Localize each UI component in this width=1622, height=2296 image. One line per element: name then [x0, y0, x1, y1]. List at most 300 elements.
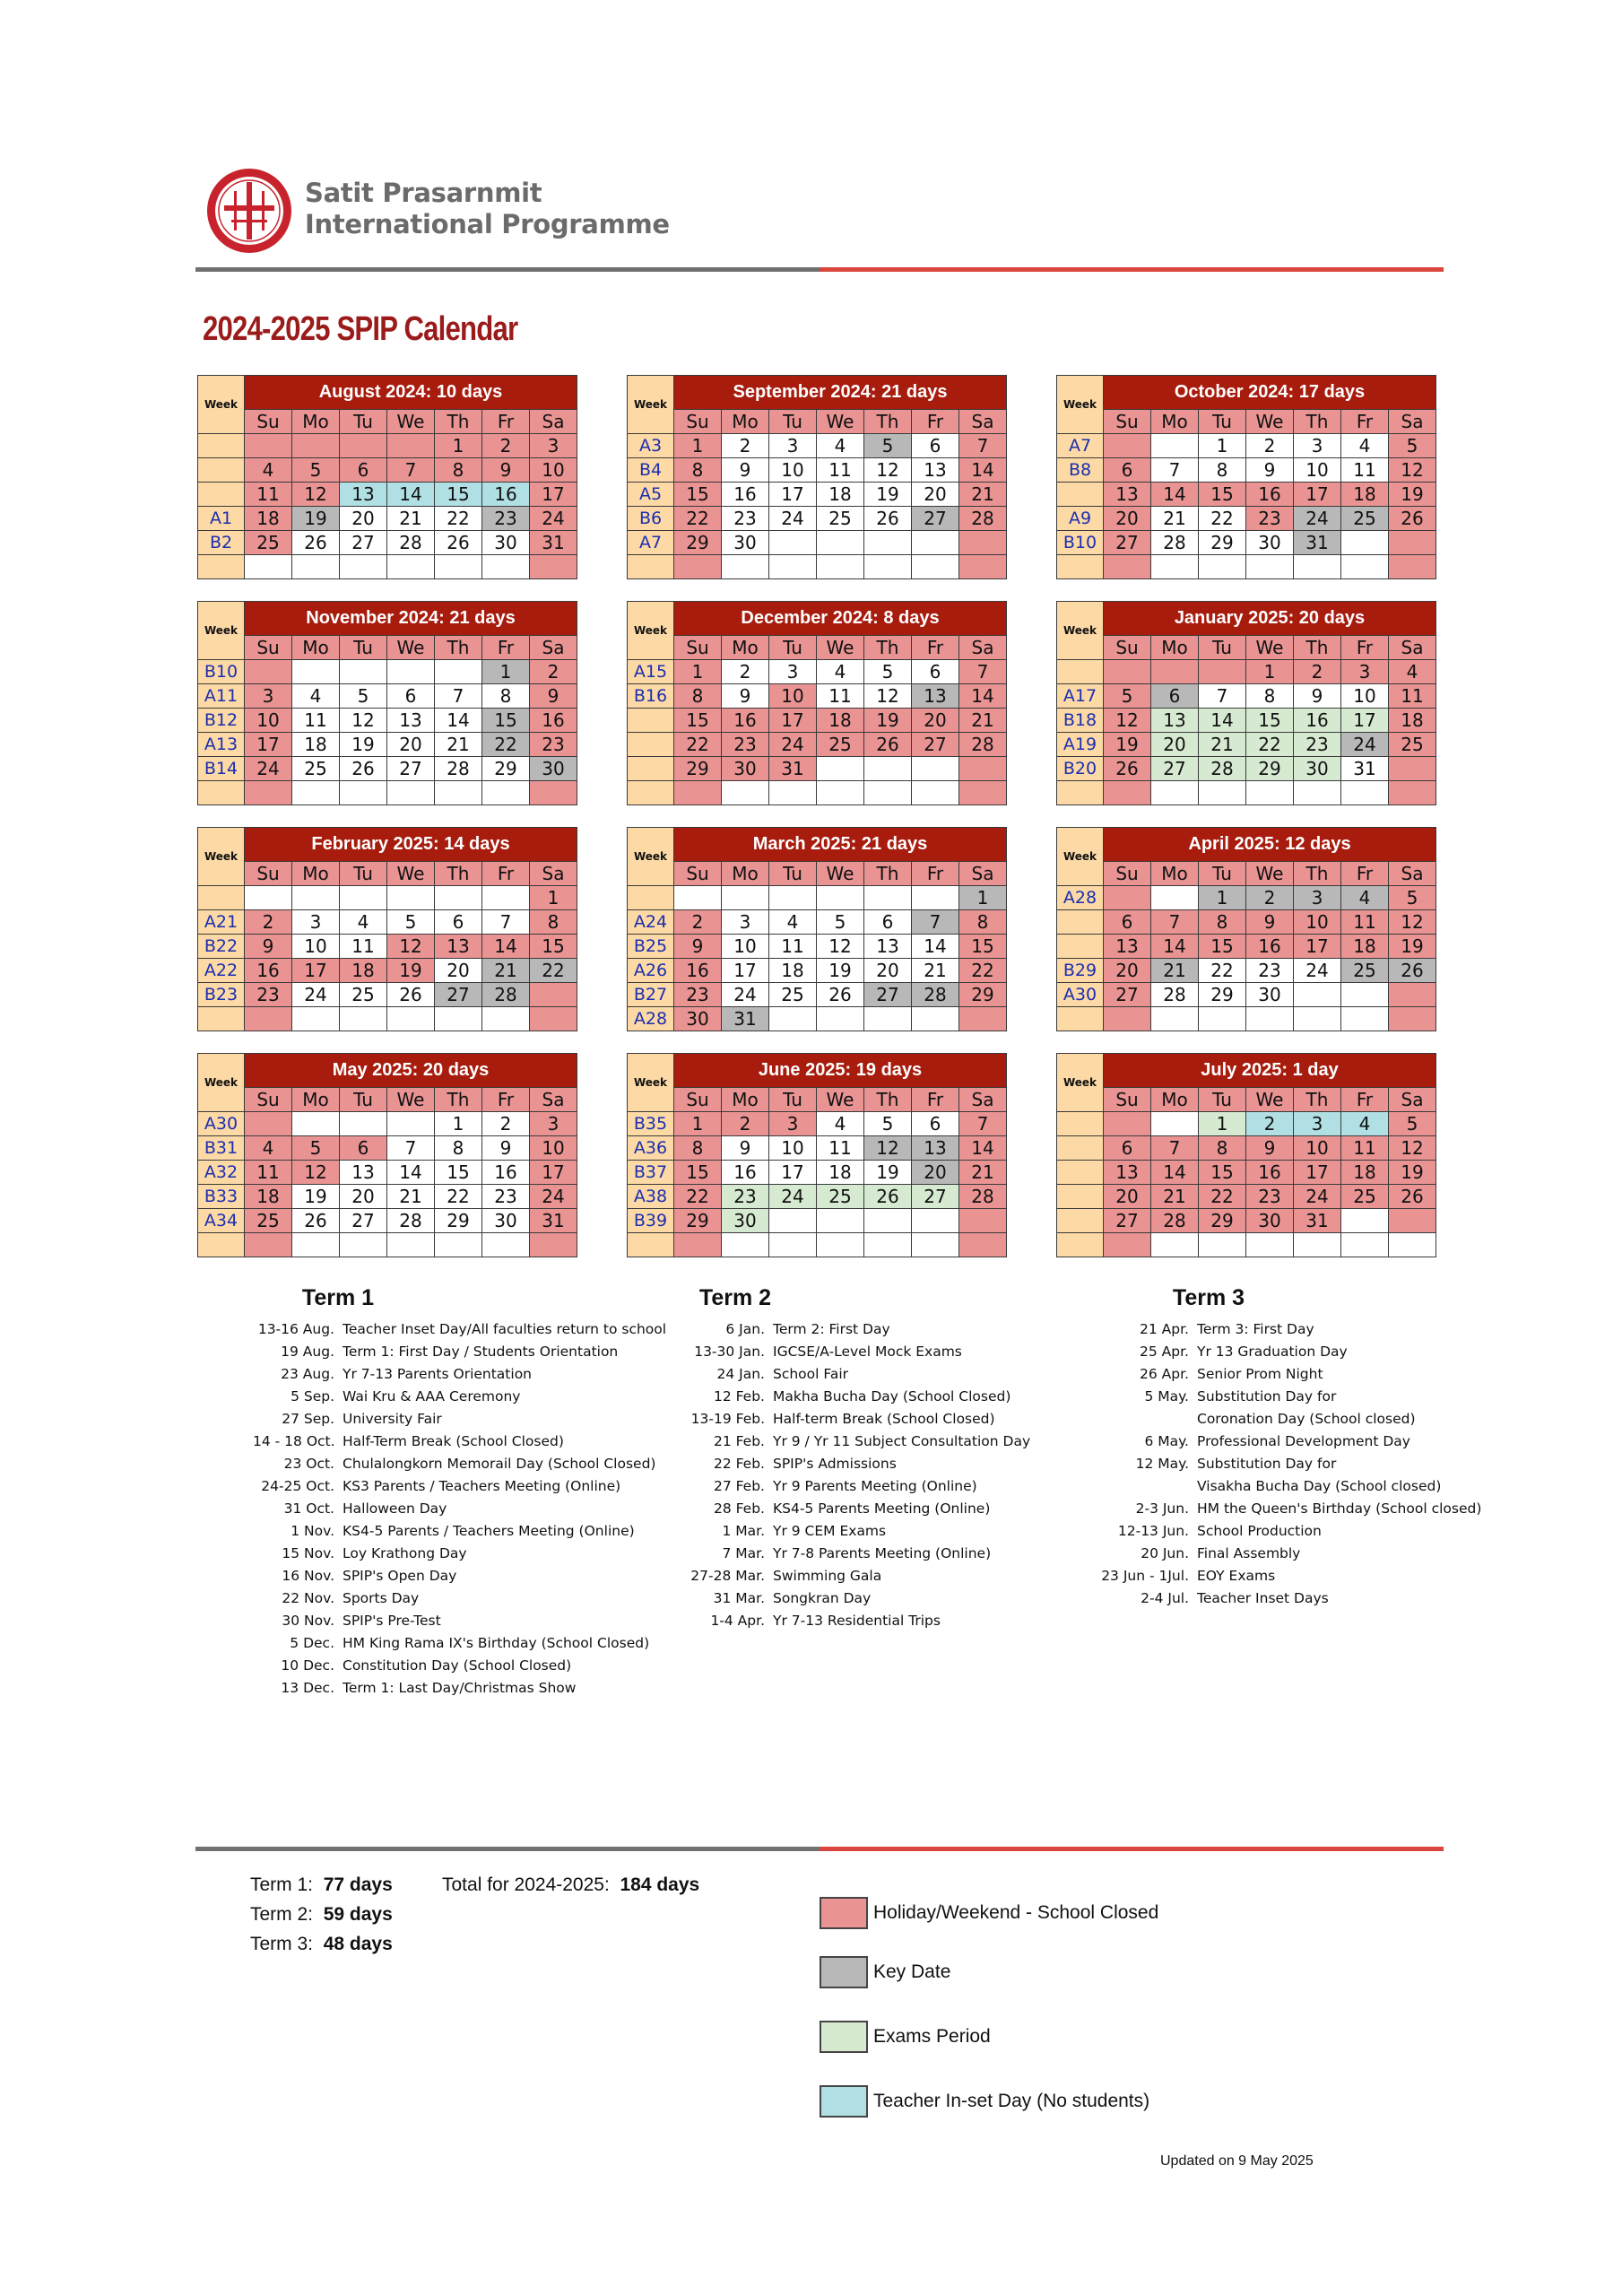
day-name: Th [435, 636, 482, 660]
day-cell [864, 886, 912, 910]
day-cell: 24 [769, 507, 817, 531]
day-cell [817, 1007, 864, 1031]
day-cell [864, 781, 912, 805]
day-cell: 3 [1294, 434, 1341, 458]
day-cell [1151, 1112, 1199, 1136]
week-code [1057, 1112, 1104, 1136]
day-cell [817, 1209, 864, 1233]
day-cell [912, 555, 959, 579]
week-code [198, 555, 245, 579]
day-cell: 10 [292, 935, 340, 959]
day-cell [482, 1007, 530, 1031]
week-header: Week [1057, 828, 1104, 886]
day-cell: 14 [959, 1136, 1007, 1161]
month-calendar [1056, 1053, 1436, 1257]
day-cell [1199, 781, 1246, 805]
day-cell [292, 781, 340, 805]
footer-divider [195, 1847, 1444, 1851]
week-code: B37 [628, 1161, 674, 1185]
week-code [628, 781, 674, 805]
day-cell [435, 660, 482, 684]
day-cell: 15 [435, 483, 482, 507]
day-cell [864, 1209, 912, 1233]
day-cell: 4 [1341, 886, 1389, 910]
week-code: B31 [198, 1136, 245, 1161]
event-row [690, 1543, 1049, 1565]
event-row [1101, 1587, 1496, 1610]
day-cell [387, 1007, 435, 1031]
day-name: Sa [959, 636, 1007, 660]
day-cell: 7 [387, 1136, 435, 1161]
day-cell: 29 [435, 1209, 482, 1233]
day-cell: 10 [769, 684, 817, 709]
event-date: 1 Mar. [722, 1523, 765, 1539]
week-code [1057, 910, 1104, 935]
day-cell: 26 [387, 983, 435, 1007]
day-cell: 18 [769, 959, 817, 983]
week-code: B2 [198, 531, 245, 555]
day-cell: 27 [912, 507, 959, 531]
day-cell: 7 [959, 1112, 1007, 1136]
day-name: Fr [912, 636, 959, 660]
day-cell: 10 [722, 935, 769, 959]
day-cell: 23 [722, 1185, 769, 1209]
event-text: KS4-5 Parents Meeting (Online) [773, 1500, 991, 1517]
week-code: A32 [198, 1161, 245, 1185]
event-date: 26 Apr. [1140, 1366, 1189, 1382]
week-header: Week [198, 1054, 245, 1112]
day-cell: 3 [1294, 1112, 1341, 1136]
day-cell: 14 [387, 483, 435, 507]
day-name: Su [674, 1088, 722, 1112]
day-cell [435, 1007, 482, 1031]
day-cell [387, 555, 435, 579]
week-header: Week [628, 828, 674, 886]
day-cell: 11 [769, 935, 817, 959]
week-code: B25 [628, 935, 674, 959]
day-cell: 8 [674, 684, 722, 709]
day-cell: 28 [435, 757, 482, 781]
day-cell: 18 [817, 1161, 864, 1185]
day-cell [912, 1007, 959, 1031]
day-cell: 18 [1341, 1161, 1389, 1185]
day-cell: 22 [674, 1185, 722, 1209]
grand-total-value: 184 days [620, 1874, 700, 1895]
day-cell [292, 1007, 340, 1031]
day-name: We [817, 636, 864, 660]
day-name: We [1246, 862, 1294, 886]
day-name: Th [864, 862, 912, 886]
event-date: 24-25 Oct. [261, 1478, 334, 1494]
day-cell: 6 [1104, 458, 1151, 483]
event-text: Term 2: First Day [773, 1321, 890, 1337]
day-cell: 18 [245, 1185, 292, 1209]
month-calendar [1056, 375, 1436, 579]
day-cell: 8 [1199, 1136, 1246, 1161]
day-cell: 11 [1389, 684, 1436, 709]
event-text: Constitution Day (School Closed) [343, 1657, 572, 1674]
day-cell: 12 [292, 1161, 340, 1185]
event-row [1101, 1386, 1496, 1408]
week-code [1057, 1007, 1104, 1031]
day-cell: 26 [864, 733, 912, 757]
day-cell: 13 [912, 1136, 959, 1161]
day-cell: 9 [530, 684, 577, 709]
day-cell: 1 [482, 660, 530, 684]
month-calendar [627, 1053, 1007, 1257]
legend-holiday [820, 1896, 1357, 1930]
event-text: KS3 Parents / Teachers Meeting (Online) [343, 1478, 621, 1494]
term-3-total-label: Term 3: [250, 1934, 314, 1954]
event-date: 22 Feb. [713, 1456, 765, 1472]
day-name: Su [245, 636, 292, 660]
day-cell [1246, 1007, 1294, 1031]
event-row [690, 1363, 1049, 1386]
day-cell [530, 983, 577, 1007]
day-cell: 31 [1294, 531, 1341, 555]
day-cell: 29 [1199, 531, 1246, 555]
day-name: Th [1294, 862, 1341, 886]
day-cell: 27 [1104, 531, 1151, 555]
event-date: 21 Feb. [713, 1433, 765, 1449]
day-cell: 12 [292, 483, 340, 507]
day-cell: 18 [1341, 935, 1389, 959]
day-cell [912, 1209, 959, 1233]
day-cell: 19 [387, 959, 435, 983]
month-title: April 2025: 12 days [1104, 828, 1436, 862]
day-cell [1104, 886, 1151, 910]
legend-label: Teacher In-set Day (No students) [873, 2091, 1150, 2111]
day-cell: 17 [530, 483, 577, 507]
day-cell [864, 531, 912, 555]
day-cell: 30 [722, 757, 769, 781]
day-cell [1389, 983, 1436, 1007]
day-cell: 23 [1246, 507, 1294, 531]
event-text: Chulalongkorn Memorail Day (School Closed) [343, 1456, 656, 1472]
day-cell: 18 [817, 709, 864, 733]
day-cell [1199, 660, 1246, 684]
day-cell: 10 [769, 458, 817, 483]
term-2-total-label: Term 2: [250, 1904, 314, 1925]
day-cell [912, 1233, 959, 1257]
day-cell: 25 [817, 1185, 864, 1209]
day-cell: 2 [482, 434, 530, 458]
day-cell: 15 [530, 935, 577, 959]
day-cell: 7 [435, 684, 482, 709]
day-name: We [387, 410, 435, 434]
day-cell: 12 [387, 935, 435, 959]
event-row [690, 1475, 1049, 1498]
day-cell: 17 [1294, 1161, 1341, 1185]
day-name: Mo [292, 862, 340, 886]
event-text: Makha Bucha Day (School Closed) [773, 1388, 1011, 1405]
day-cell [864, 1233, 912, 1257]
week-code [198, 781, 245, 805]
day-cell: 3 [1341, 660, 1389, 684]
day-name: Th [864, 1088, 912, 1112]
day-cell: 5 [292, 1136, 340, 1161]
day-cell: 27 [1151, 757, 1199, 781]
event-date [1101, 1475, 1197, 1498]
event-text: Swimming Gala [773, 1568, 882, 1584]
week-code [1057, 1209, 1104, 1233]
day-cell: 26 [435, 531, 482, 555]
day-cell: 13 [340, 483, 387, 507]
week-code [198, 483, 245, 507]
week-code: A34 [198, 1209, 245, 1233]
day-cell: 17 [722, 959, 769, 983]
day-cell: 13 [1104, 1161, 1151, 1185]
day-cell: 5 [292, 458, 340, 483]
day-cell: 25 [292, 757, 340, 781]
day-cell [864, 555, 912, 579]
day-name: Mo [722, 1088, 769, 1112]
day-cell: 15 [1199, 483, 1246, 507]
day-cell: 1 [674, 660, 722, 684]
day-cell [292, 555, 340, 579]
day-cell: 22 [959, 959, 1007, 983]
day-cell: 28 [387, 531, 435, 555]
event-date: 13-30 Jan. [694, 1344, 765, 1360]
week-code [1057, 781, 1104, 805]
week-code [628, 757, 674, 781]
day-name: Fr [482, 636, 530, 660]
day-cell: 16 [1294, 709, 1341, 733]
legend-label: Exams Period [873, 2026, 991, 2047]
day-cell: 14 [387, 1161, 435, 1185]
week-header: Week [1057, 376, 1104, 434]
day-cell: 5 [864, 660, 912, 684]
event-row [253, 1655, 674, 1677]
week-code: B33 [198, 1185, 245, 1209]
week-code: B23 [198, 983, 245, 1007]
day-cell: 17 [769, 1161, 817, 1185]
day-name: Fr [1341, 636, 1389, 660]
day-cell: 10 [1341, 684, 1389, 709]
day-name: Mo [1151, 1088, 1199, 1112]
day-cell: 16 [1246, 1161, 1294, 1185]
week-code: A30 [1057, 983, 1104, 1007]
day-cell: 21 [1151, 507, 1199, 531]
day-cell: 26 [1389, 1185, 1436, 1209]
day-cell [435, 1233, 482, 1257]
day-cell: 20 [387, 733, 435, 757]
day-cell: 2 [722, 434, 769, 458]
day-name: Su [674, 636, 722, 660]
day-name: Th [435, 410, 482, 434]
day-cell: 1 [1199, 434, 1246, 458]
event-date: 6 May. [1144, 1433, 1189, 1449]
day-cell: 6 [1104, 1136, 1151, 1161]
week-header: Week [628, 376, 674, 434]
event-row [253, 1318, 674, 1341]
day-cell [1104, 1007, 1151, 1031]
brand-line-1: Satit Prasarnmit [305, 178, 542, 208]
day-cell [674, 781, 722, 805]
day-cell: 19 [292, 1185, 340, 1209]
event-date: 12 Feb. [713, 1388, 765, 1405]
day-cell: 31 [769, 757, 817, 781]
day-cell [1199, 1233, 1246, 1257]
day-cell [1341, 983, 1389, 1007]
event-row [1101, 1408, 1496, 1431]
day-cell: 21 [1151, 959, 1199, 983]
day-cell: 4 [1341, 1112, 1389, 1136]
day-cell: 18 [340, 959, 387, 983]
day-cell [1246, 1233, 1294, 1257]
day-cell: 28 [1199, 757, 1246, 781]
day-cell: 15 [1199, 1161, 1246, 1185]
day-name: Fr [912, 410, 959, 434]
day-cell: 3 [530, 434, 577, 458]
event-text: Yr 7-13 Parents Orientation [343, 1366, 532, 1382]
day-cell: 12 [340, 709, 387, 733]
day-cell [292, 434, 340, 458]
event-text: Yr 7-8 Parents Meeting (Online) [773, 1545, 992, 1561]
day-cell: 26 [817, 983, 864, 1007]
day-cell: 5 [864, 1112, 912, 1136]
week-code: A38 [628, 1185, 674, 1209]
day-cell [340, 1007, 387, 1031]
day-cell [245, 1112, 292, 1136]
event-row [690, 1498, 1049, 1520]
day-name: Mo [1151, 862, 1199, 886]
day-cell: 1 [1199, 886, 1246, 910]
day-cell: 27 [912, 733, 959, 757]
day-cell: 10 [530, 1136, 577, 1161]
day-name: Tu [769, 862, 817, 886]
day-cell: 5 [1389, 434, 1436, 458]
day-name: Sa [530, 1088, 577, 1112]
day-cell [959, 1233, 1007, 1257]
term-1-total [250, 1870, 393, 1900]
day-cell: 22 [435, 1185, 482, 1209]
event-row [1101, 1453, 1496, 1475]
day-name: Th [435, 1088, 482, 1112]
day-cell [769, 1209, 817, 1233]
day-cell: 26 [340, 757, 387, 781]
week-code: B4 [628, 458, 674, 483]
day-cell: 13 [1104, 935, 1151, 959]
term-1-total-label: Term 1: [250, 1874, 314, 1895]
day-cell: 13 [864, 935, 912, 959]
day-cell [959, 1007, 1007, 1031]
week-code: A15 [628, 660, 674, 684]
day-cell [864, 757, 912, 781]
day-name: Tu [340, 636, 387, 660]
day-cell: 13 [435, 935, 482, 959]
day-cell: 8 [1246, 684, 1294, 709]
day-cell [912, 781, 959, 805]
event-row [253, 1565, 674, 1587]
day-cell: 6 [912, 1112, 959, 1136]
day-cell: 23 [245, 983, 292, 1007]
event-date [1101, 1408, 1197, 1431]
day-cell [245, 1233, 292, 1257]
day-cell [1294, 781, 1341, 805]
day-cell: 16 [482, 483, 530, 507]
day-cell: 14 [912, 935, 959, 959]
day-cell: 30 [530, 757, 577, 781]
day-cell [387, 660, 435, 684]
event-date: 22 Nov. [282, 1590, 334, 1606]
week-code: B27 [628, 983, 674, 1007]
day-cell [1104, 1233, 1151, 1257]
event-text: Yr 13 Graduation Day [1197, 1344, 1348, 1360]
day-cell: 12 [864, 458, 912, 483]
day-cell: 19 [292, 507, 340, 531]
day-cell: 24 [292, 983, 340, 1007]
event-date: 10 Dec. [281, 1657, 334, 1674]
day-cell [769, 555, 817, 579]
day-cell: 1 [674, 434, 722, 458]
day-cell: 29 [1199, 983, 1246, 1007]
day-name: Th [1294, 636, 1341, 660]
term-totals [250, 1870, 393, 1959]
day-name: Sa [959, 1088, 1007, 1112]
day-name: Su [245, 1088, 292, 1112]
day-name: Fr [482, 410, 530, 434]
day-cell: 23 [482, 507, 530, 531]
day-cell [1151, 781, 1199, 805]
day-cell [340, 1112, 387, 1136]
day-cell [245, 781, 292, 805]
day-cell: 25 [245, 531, 292, 555]
day-cell: 19 [1389, 483, 1436, 507]
week-code: A11 [198, 684, 245, 709]
day-cell: 10 [1294, 1136, 1341, 1161]
day-cell: 15 [1246, 709, 1294, 733]
day-cell: 1 [1246, 660, 1294, 684]
event-date: 24 Jan. [716, 1366, 765, 1382]
day-cell: 30 [1246, 1209, 1294, 1233]
day-name: Tu [1199, 862, 1246, 886]
week-code [198, 434, 245, 458]
event-text: Yr 9 CEM Exams [773, 1523, 887, 1539]
term-2-total-value: 59 days [323, 1904, 393, 1925]
event-row [1101, 1318, 1496, 1341]
event-row [690, 1587, 1049, 1610]
week-code [1057, 1185, 1104, 1209]
day-cell: 21 [959, 1161, 1007, 1185]
day-cell: 16 [482, 1161, 530, 1185]
legend-swatch [820, 1956, 868, 1988]
day-cell [1389, 555, 1436, 579]
day-cell: 29 [674, 757, 722, 781]
school-logo [204, 166, 294, 256]
day-cell: 28 [959, 1185, 1007, 1209]
day-cell [769, 531, 817, 555]
event-text: IGCSE/A-Level Mock Exams [773, 1344, 962, 1360]
event-text: EOY Exams [1197, 1568, 1276, 1584]
event-text: Final Assembly [1197, 1545, 1301, 1561]
day-name: Fr [482, 1088, 530, 1112]
day-cell: 19 [864, 1161, 912, 1185]
day-cell: 7 [959, 434, 1007, 458]
day-cell: 11 [1341, 458, 1389, 483]
day-cell [1341, 1233, 1389, 1257]
month-calendar [627, 601, 1007, 805]
day-cell: 2 [722, 660, 769, 684]
day-name: Mo [292, 636, 340, 660]
day-cell: 2 [674, 910, 722, 935]
day-cell [1104, 1112, 1151, 1136]
day-cell: 12 [1389, 458, 1436, 483]
day-cell: 2 [1246, 886, 1294, 910]
week-code: A9 [1057, 507, 1104, 531]
day-cell: 14 [1199, 709, 1246, 733]
event-text: Teacher Inset Days [1197, 1590, 1329, 1606]
